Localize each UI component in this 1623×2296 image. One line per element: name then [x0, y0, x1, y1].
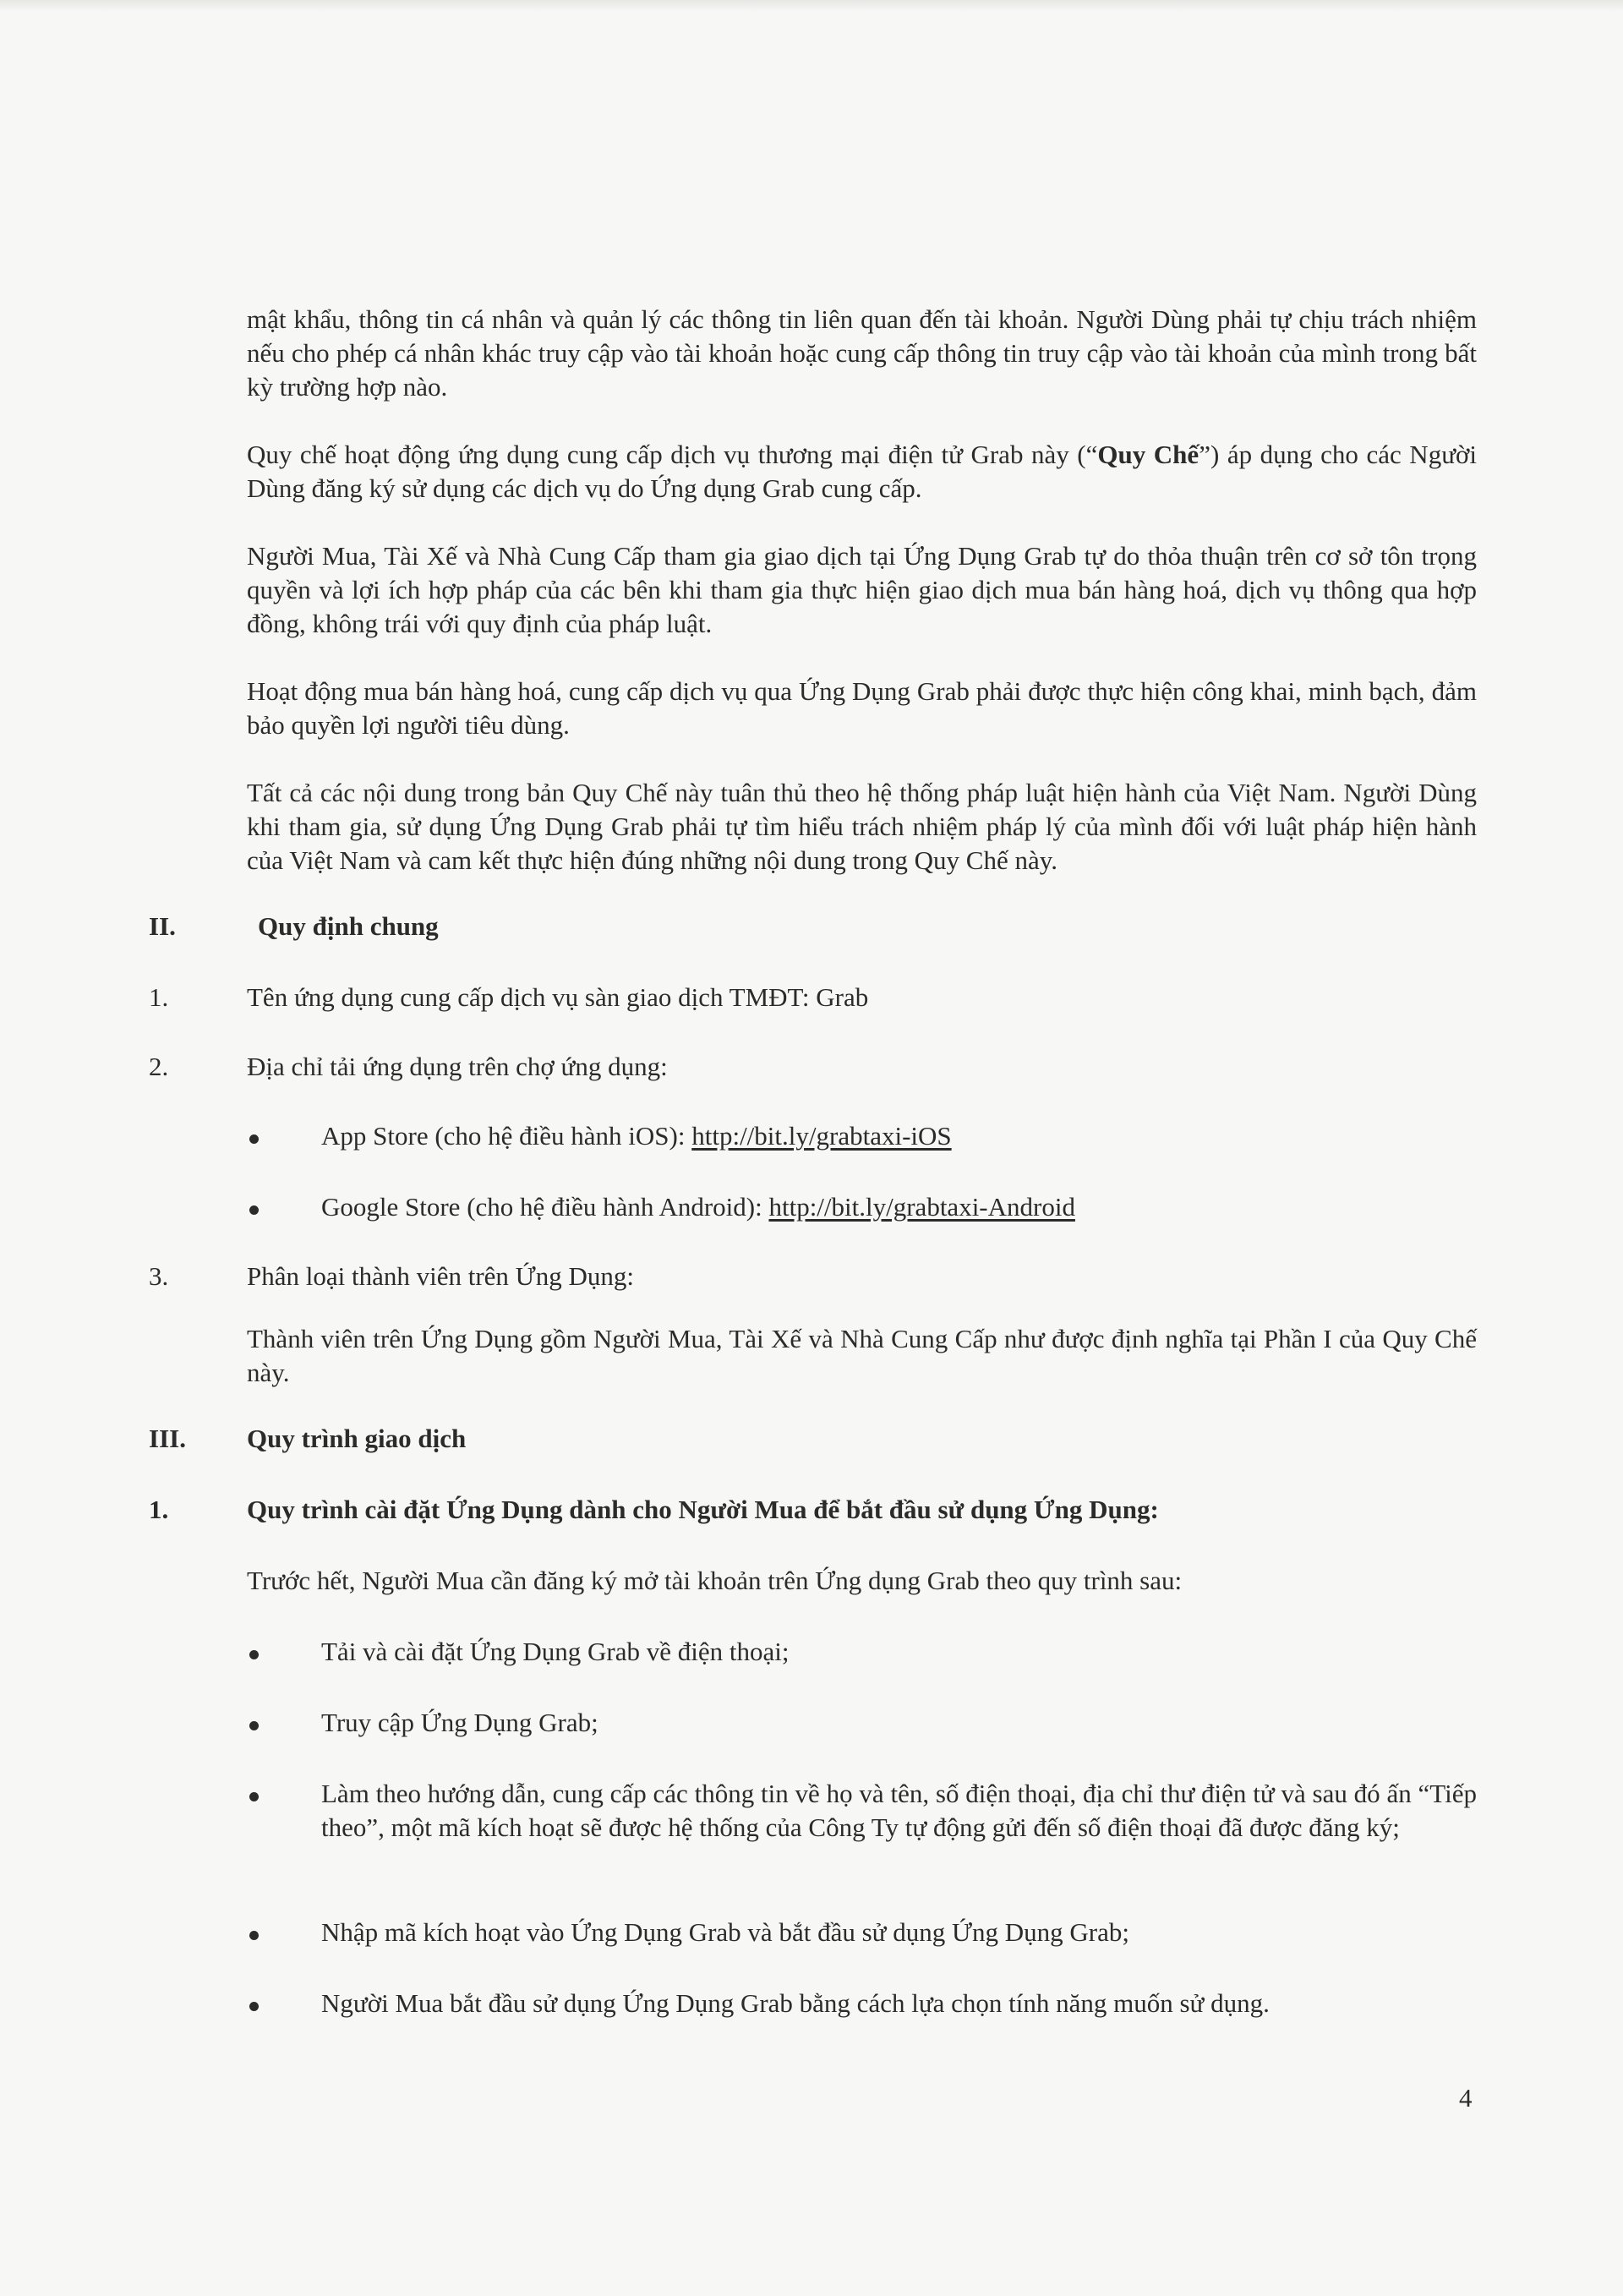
section-2-item-3-detail: Thành viên trên Ứng Dụng gồm Người Mua, Tài Xế và Nhà Cung Cấp như được định nghĩa tại Phần I của Quy Chế này.	[247, 1324, 1477, 1387]
quy-che-term: Quy Chế	[1097, 440, 1199, 469]
step-item: Truy cập Ứng Dụng Grab;	[321, 1708, 598, 1737]
intro-paragraph-5: Tất cả các nội dung trong bản Quy Chế này tuân thủ theo hệ thống pháp luật hiện hành của Việt Nam. Người Dùng khi tham gia, sử dụng Ứng Dụng Grab phải tự tìm hiểu trách nhiệm pháp lý của mình đối với luật pháp hiện hành của Việt Nam và cam kết thực hiện đúng những nội dung trong Quy Chế này.	[247, 778, 1477, 875]
step-item: Tải và cài đặt Ứng Dụng Grab về điện thoại;	[321, 1637, 790, 1666]
section-2-item-2-text: Địa chỉ tải ứng dụng trên chợ ứng dụng:	[247, 1052, 668, 1081]
intro-paragraph-2	[247, 438, 1477, 506]
intro-paragraph-4: Hoạt động mua bán hàng hoá, cung cấp dịch vụ qua Ứng Dụng Grab phải được thực hiện công khai, minh bạch, đảm bảo quyền lợi người tiêu dùng.	[247, 676, 1477, 740]
section-2-item-2-number: 2.	[149, 1052, 169, 1081]
bullet-icon	[249, 1792, 259, 1801]
intro-paragraph-2-start: Quy chế hoạt động ứng dụng cung cấp dịch vụ thương mại điện tử Grab này (“	[247, 440, 1098, 469]
section-2-number: II.	[149, 911, 176, 941]
app-store-link[interactable]: http://bit.ly/grabtaxi-iOS	[691, 1121, 952, 1151]
section-3-number: III.	[149, 1424, 186, 1453]
google-store-link[interactable]: http://bit.ly/grabtaxi-Android	[768, 1192, 1075, 1222]
bullet-icon	[249, 2002, 259, 2011]
section-3-item-1-title: Quy trình cài đặt Ứng Dụng dành cho Người Mua để bắt đầu sử dụng Ứng Dụng:	[247, 1495, 1159, 1524]
section-2-item-1-text: Tên ứng dụng cung cấp dịch vụ sàn giao dịch TMĐT: Grab	[247, 982, 869, 1012]
app-store-label: App Store (cho hệ điều hành iOS):	[321, 1121, 692, 1151]
bullet-icon	[249, 1134, 259, 1144]
bullet-icon	[249, 1721, 259, 1730]
google-store-item	[321, 1190, 1477, 1224]
section-2-item-3-text: Phân loại thành viên trên Ứng Dụng:	[247, 1261, 634, 1291]
bullet-icon	[249, 1205, 259, 1215]
section-2-title: Quy định chung	[258, 911, 439, 941]
bullet-icon	[249, 1931, 259, 1940]
google-store-label: Google Store (cho hệ điều hành Android):	[321, 1192, 769, 1222]
step-item: Làm theo hướng dẫn, cung cấp các thông tin về họ và tên, số điện thoại, địa chỉ thư điện tử và sau đó ấn “Tiếp theo”, một mã kích hoạt sẽ được hệ thống của Công Ty tự động gửi đến số điện thoại đã được đăng ký;	[321, 1779, 1477, 1842]
intro-paragraph-1: mật khẩu, thông tin cá nhân và quản lý các thông tin liên quan đến tài khoản. Người Dùng phải tự chịu trách nhiệm nếu cho phép cá nhân khác truy cập vào tài khoản hoặc cung cấp thông tin truy cập vào tài khoản của mình trong bất kỳ trường hợp nào.	[247, 304, 1477, 402]
section-2-item-1-number: 1.	[149, 982, 169, 1012]
section-3-item-1-intro: Trước hết, Người Mua cần đăng ký mở tài khoản trên Ứng dụng Grab theo quy trình sau:	[247, 1566, 1183, 1595]
section-2-item-3-number: 3.	[149, 1261, 169, 1291]
intro-paragraph-2-end: ”) áp dụng cho các Người Dùng đăng ký sử dụng các dịch vụ do Ứng dụng Grab cung cấp.	[247, 440, 1477, 503]
intro-paragraph-3: Người Mua, Tài Xế và Nhà Cung Cấp tham gia giao dịch tại Ứng Dụng Grab tự do thỏa thuận trên cơ sở tôn trọng quyền và lợi ích hợp pháp của các bên khi tham gia thực hiện giao dịch mua bán hàng hoá, dịch vụ thông qua hợp đồng, không trái với quy định của pháp luật.	[247, 541, 1477, 638]
app-store-item	[321, 1119, 1477, 1153]
section-3-item-1-number: 1.	[149, 1495, 169, 1524]
bullet-icon	[249, 1650, 259, 1659]
page-number: 4	[1459, 2083, 1473, 2113]
section-3-title: Quy trình giao dịch	[247, 1424, 467, 1453]
step-item: Nhập mã kích hoạt vào Ứng Dụng Grab và bắt đầu sử dụng Ứng Dụng Grab;	[321, 1917, 1129, 1947]
step-item: Người Mua bắt đầu sử dụng Ứng Dụng Grab bằng cách lựa chọn tính năng muốn sử dụng.	[321, 1988, 1270, 2018]
